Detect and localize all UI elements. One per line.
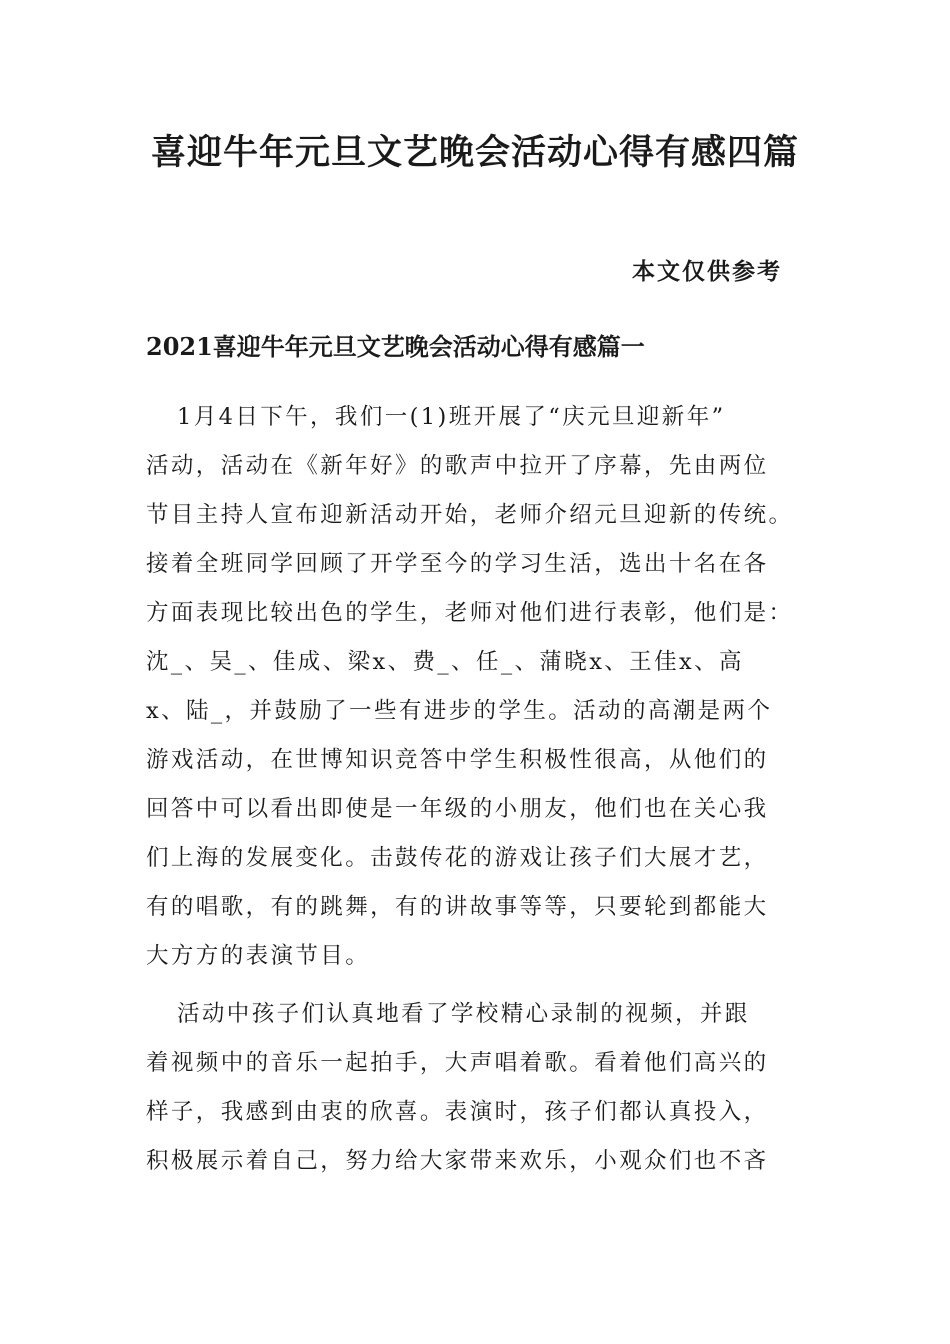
paragraph-line: 游戏活动，在世博知识竞答中学生积极性很高，从他们的: [146, 747, 769, 773]
paragraph-line: 接着全班同学回顾了开学至今的学习生活，选出十名在各: [146, 551, 769, 577]
paragraph-line: 有的唱歌，有的跳舞，有的讲故事等等，只要轮到都能大: [146, 894, 769, 920]
paragraph-1: [146, 393, 806, 981]
paragraph-line: 们上海的发展变化。击鼓传花的游戏让孩子们大展才艺，: [146, 845, 769, 871]
paragraph-line: 节目主持人宣布迎新活动开始，老师介绍元旦迎新的传统。: [146, 502, 794, 528]
paragraph-line: x、陆_，并鼓励了一些有进步的学生。活动的高潮是两个: [146, 698, 773, 724]
paragraph-line: 着视频中的音乐一起拍手，大声唱着歌。看着他们高兴的: [146, 1050, 769, 1076]
paragraph-line: 积极展示着自己，努力给大家带来欢乐，小观众们也不吝: [146, 1148, 769, 1174]
paragraph-line: 样子，我感到由衷的欣喜。表演时，孩子们都认真投入，: [146, 1099, 769, 1125]
reference-note: 本文仅供参考: [632, 258, 782, 285]
paragraph-line: 活动，活动在《新年好》的歌声中拉开了序幕，先由两位: [146, 453, 769, 479]
paragraph-line: 1月4日下午，我们一(1)班开展了“庆元旦迎新年”: [177, 404, 726, 430]
paragraph-2: [146, 990, 806, 1186]
paragraph-line: 沈_、吴_、佳成、梁x、费_、任_、蒲晓x、王佳x、高: [146, 649, 744, 675]
paragraph-line: 回答中可以看出即使是一年级的小朋友，他们也在关心我: [146, 796, 769, 822]
paragraph-line: 大方方的表演节目。: [146, 943, 371, 969]
paragraph-line: 活动中孩子们认真地看了学校精心录制的视频，并跟: [177, 1001, 750, 1027]
section-heading: 2021喜迎牛年元旦文艺晚会活动心得有感篇一: [146, 332, 645, 361]
paragraph-line: 方面表现比较出色的学生，老师对他们进行表彰，他们是：: [146, 600, 794, 626]
document-title: 喜迎牛年元旦文艺晚会活动心得有感四篇: [150, 132, 799, 173]
